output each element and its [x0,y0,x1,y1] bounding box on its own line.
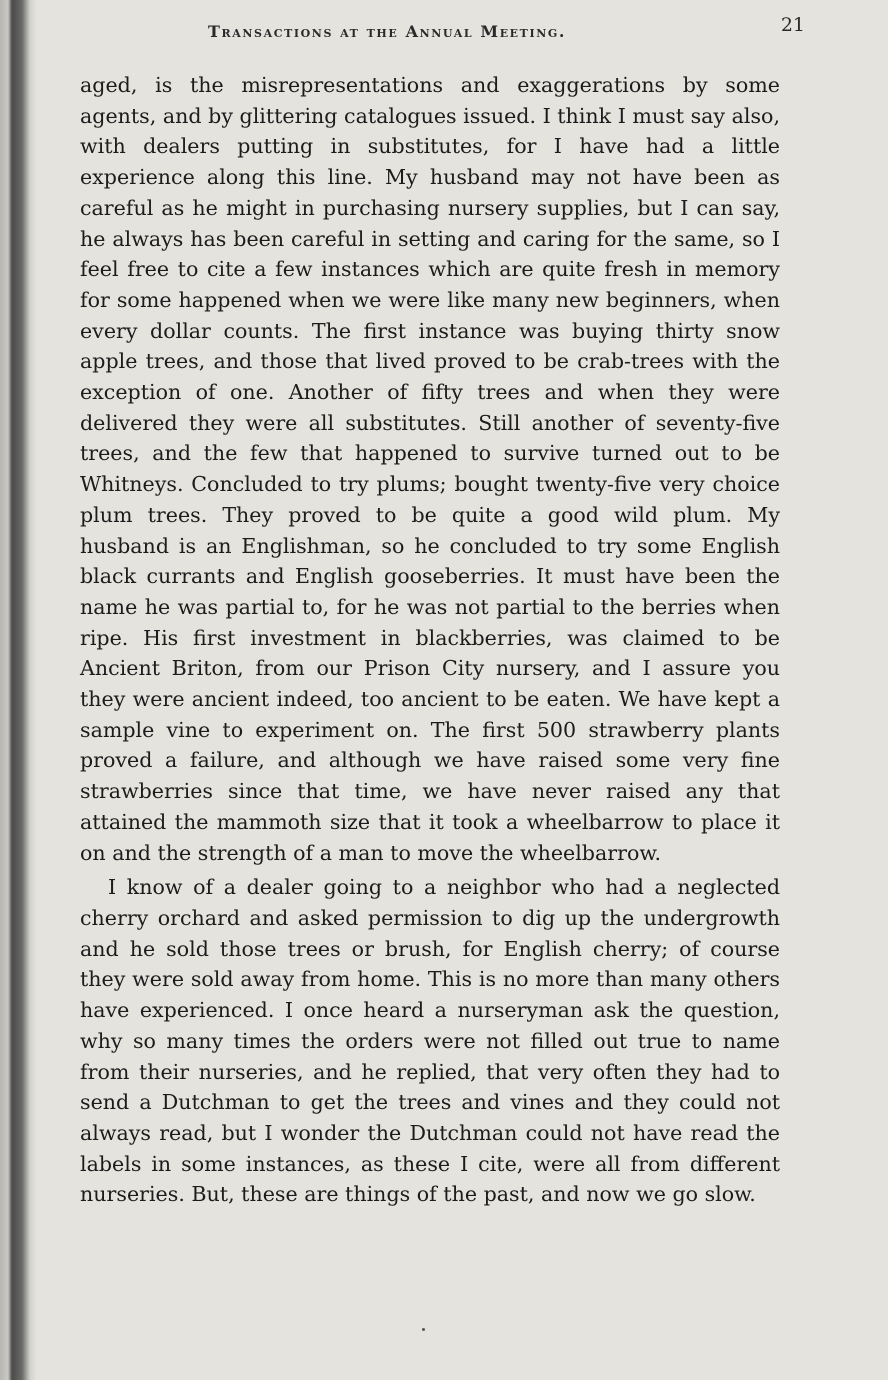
paragraph-2: I know of a dealer going to a neighbor who had a neglected cherry orchard and asked permission to dig up the undergrowth and he sold those trees or brush, for English cherry; of course they were sold away from home. This is no more than many others have experienced. I once heard a nurseryman ask the question, why so many times the orders were not filled out true to name from their nurseries, and he replied, that very often they had to send a Dutchman to get the trees and vines and they could not always read, but I wonder the Dutchman could not have read the labels in some instances, as these I cite, were all from different nurseries. But, these are things of the past, and now we go slow. [80,875,780,1207]
body-text [80,70,780,1210]
book-page [60,0,860,1380]
page-speck [422,1328,425,1331]
book-spine-gutter [0,0,36,1380]
running-header [60,14,860,44]
page-number: 21 [780,14,805,36]
running-title: Transactions at the Annual Meeting. [208,22,567,41]
paragraph-1: aged, is the misrepresentations and exaggerations by some agents, and by glittering catalogues issued. I think I must say also, with dealers putting in substitutes, for I have had a little experience along this line. My husband may not have been as careful as he might in purchasing nursery supplies, but I can say, he always has been careful in setting and caring for the same, so I feel free to cite a few instances which are quite fresh in memory for some happened when we were like many new beginners, when every dollar counts. The first instance was buying thirty snow apple trees, and those that lived proved to be crab-trees with the exception of one. Another of fifty trees and when they were delivered they were all substitutes. Still another of seventy-five trees, and the few that happened to survive turned out to be Whitneys. Concluded to try plums; bought twenty-five very choice plum trees. They proved to be quite a good wild plum. My husband is an Englishman, so he concluded to try some English black currants and English gooseberries. It must have been the name he was partial to, for he was not partial to the berries when ripe. His first investment in blackberries, was claimed to be Ancient Briton, from our Prison City nursery, and I assure you they were ancient indeed, too ancient to be eaten. We have kept a sample vine to experiment on. The first 500 strawberry plants proved a failure, and although we have raised some very fine strawberries since that time, we have never raised any that attained the mammoth size that it took a wheelbarrow to place it on and the strength of a man to move the wheelbarrow. [80,73,780,865]
